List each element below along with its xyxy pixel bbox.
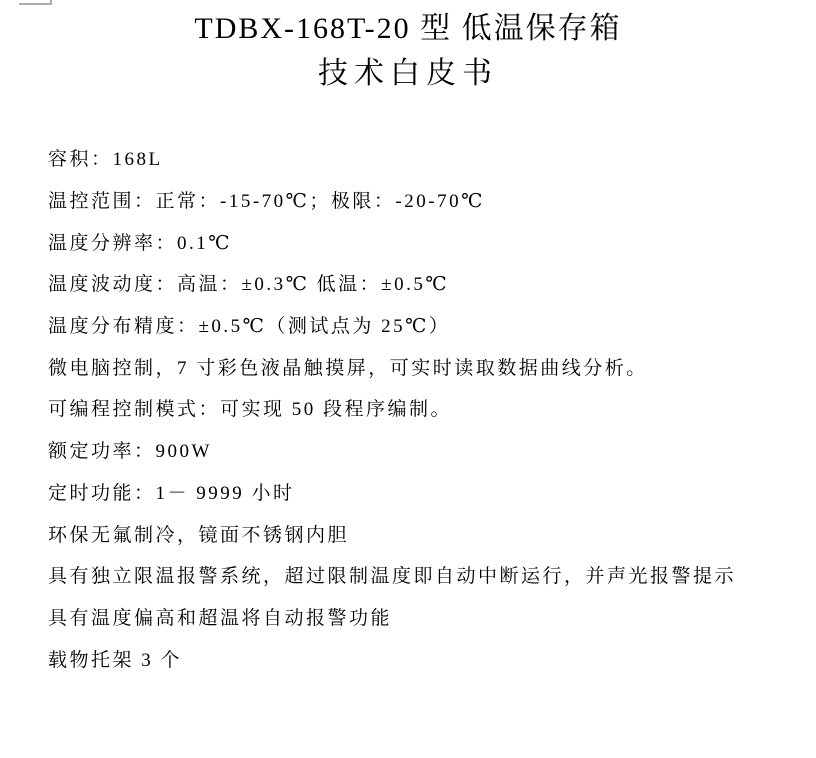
spec-line-volume: 容积：168L	[48, 149, 163, 171]
title-line-1: TDBX-168T-20 型 低温保存箱	[194, 12, 622, 45]
table-corner-mark-horizontal	[19, 3, 52, 5]
spec-line-rated-power: 额定功率：900W	[48, 441, 212, 463]
spec-line-temp-range: 温控范围：正常：-15-70℃；极限：-20-70℃	[48, 191, 485, 213]
document-title	[0, 6, 816, 96]
table-corner-mark-vertical	[50, 0, 52, 5]
spec-line-over-temp-alarm: 具有温度偏高和超温将自动报警功能	[48, 607, 393, 629]
spec-line-temp-uniformity: 温度分布精度：±0.5℃（测试点为 25℃）	[48, 316, 451, 338]
spec-list	[48, 137, 780, 679]
spec-line-shelves: 载物托架 3 个	[48, 649, 183, 671]
spec-line-temp-fluctuation: 温度波动度：高温：±0.3℃ 低温：±0.5℃	[48, 274, 450, 296]
title-line-2: 技术白皮书	[318, 57, 498, 90]
spec-line-eco-refrigeration: 环保无氟制冷，镜面不锈钢内胆	[48, 524, 350, 546]
spec-line-limit-alarm-system: 具有独立限温报警系统，超过限制温度即自动中断运行，并声光报警提示	[48, 566, 737, 588]
spec-line-temp-resolution: 温度分辨率：0.1℃	[48, 232, 233, 254]
spec-line-microcomputer-control: 微电脑控制，7 寸彩色液晶触摸屏，可实时读取数据曲线分析。	[48, 357, 648, 379]
spec-line-programmable-mode: 可编程控制模式：可实现 50 段程序编制。	[48, 399, 453, 421]
spec-line-timer-function: 定时功能：1－ 9999 小时	[48, 482, 295, 504]
